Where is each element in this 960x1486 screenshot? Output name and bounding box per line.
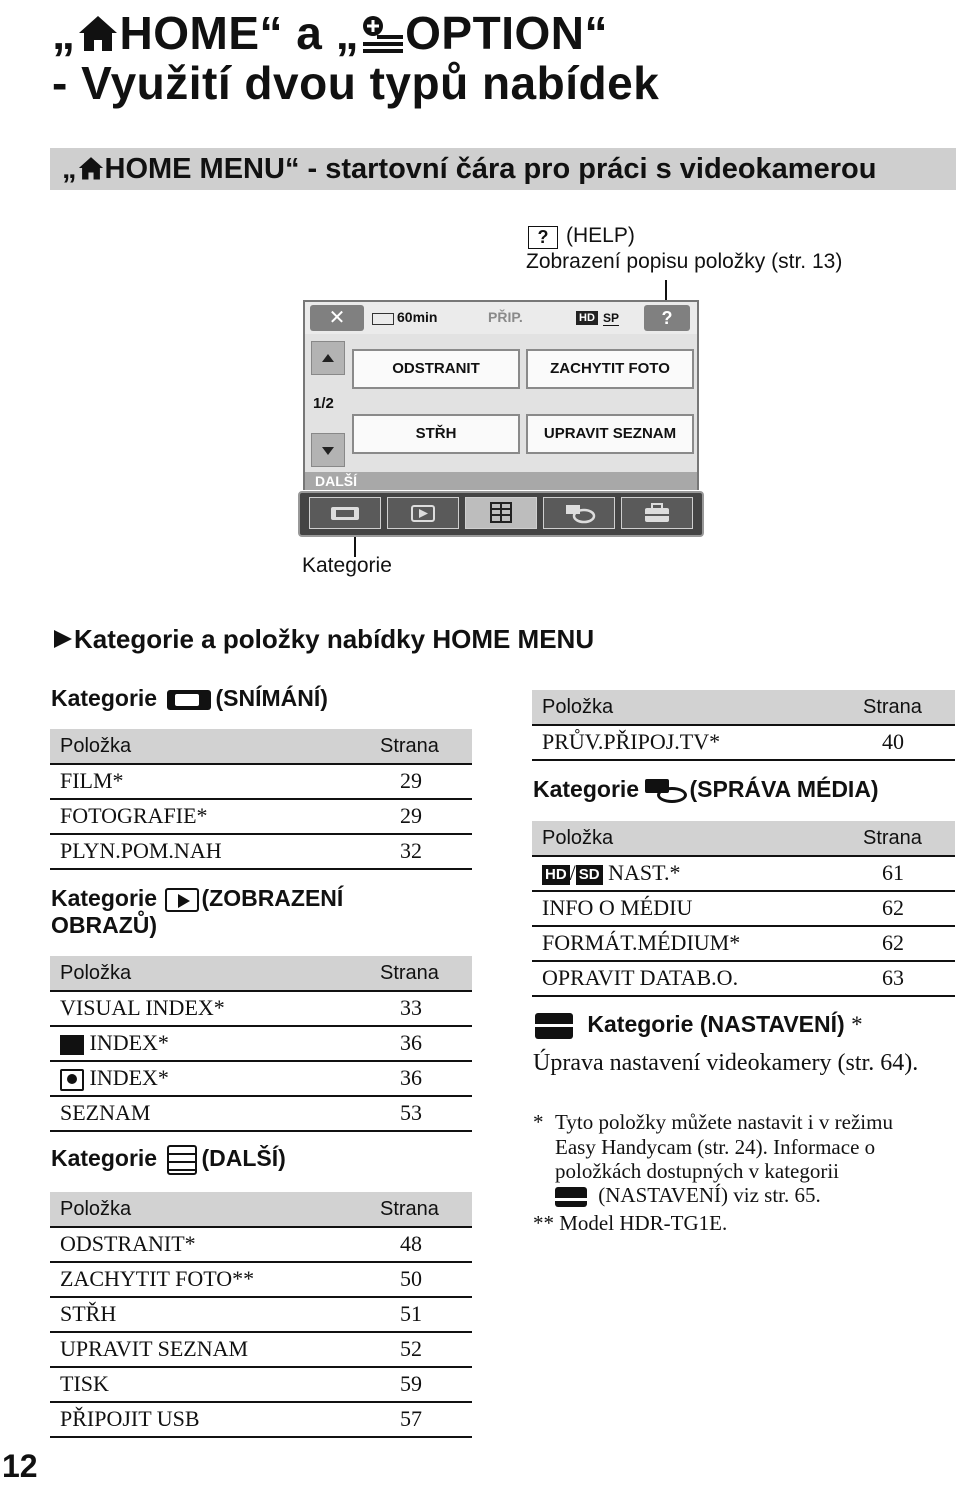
category-shooting-heading: Kategorie (SNÍMÁNÍ) xyxy=(51,685,328,711)
sp-mode-badge: SP xyxy=(603,311,620,325)
footnote-star: * xyxy=(533,1110,544,1134)
page-number: 12 xyxy=(2,1448,38,1484)
page-indicator: 1/2 xyxy=(313,395,334,412)
tab-playback[interactable] xyxy=(387,497,459,529)
toolbox-icon xyxy=(555,1187,587,1207)
sd-icon: SD xyxy=(576,865,603,885)
table-row: FOTOGRAFIE* 29 xyxy=(50,799,472,835)
face-icon xyxy=(60,1069,84,1091)
toolbox-icon xyxy=(622,498,692,528)
camera-icon xyxy=(310,498,380,528)
media-icon xyxy=(645,777,689,805)
table-row: PLYN.POM.NAH 32 xyxy=(50,834,472,870)
category-playback-heading: Kategorie (ZOBRAZENÍ OBRAZŮ) xyxy=(51,885,344,938)
capture-photo-menu-button[interactable]: ZACHYTIT FOTO xyxy=(526,349,694,389)
footnote-1-line-4: (NASTAVENÍ) viz str. 65. xyxy=(555,1183,821,1207)
media-icon xyxy=(544,498,614,528)
list-icon xyxy=(466,498,536,528)
table-row: INDEX* 36 xyxy=(50,1026,472,1062)
table-header: Položka Strana xyxy=(50,1192,472,1228)
settings-description: Úprava nastavení videokamery (str. 64). xyxy=(533,1050,919,1076)
triangle-down-icon xyxy=(312,434,344,466)
category-settings-heading: Kategorie (NASTAVENÍ) * xyxy=(535,1011,863,1039)
toolbox-icon xyxy=(535,1013,573,1039)
home-menu-band-text: „ HOME MENU“ - startovní čára pro práci s videokamerou xyxy=(62,153,877,185)
footnote-1-line-3: položkách dostupných v kategorii xyxy=(555,1159,840,1183)
table-header: Položka Strana xyxy=(50,729,472,765)
camera-icon xyxy=(167,690,211,710)
category-other-heading: Kategorie (DALŠÍ) xyxy=(51,1145,286,1175)
cut-menu-button[interactable]: STŘH xyxy=(352,414,520,454)
table-row: OPRAVIT DATAB.O. 63 xyxy=(532,961,955,997)
title-home: HOME“ a „ xyxy=(119,7,360,59)
table-header: Položka Strana xyxy=(532,821,955,857)
category-callout-label: Kategorie xyxy=(302,554,392,577)
tab-shooting[interactable] xyxy=(309,497,381,529)
category-name-bar: DALŠÍ xyxy=(305,472,697,490)
ready-status: PŘIP. xyxy=(488,309,523,325)
table-row: INFO O MÉDIU 62 xyxy=(532,891,955,927)
title-option: OPTION“ xyxy=(405,7,608,59)
title-subtitle: - Využití dvou typů nabídek xyxy=(52,57,660,109)
home-icon xyxy=(76,13,120,53)
tab-media-manage[interactable] xyxy=(543,497,615,529)
list-icon xyxy=(167,1145,197,1175)
table-header: Položka Strana xyxy=(50,956,472,992)
table-row: UPRAVIT SEZNAM 52 xyxy=(50,1332,472,1368)
table-row: STŘH 51 xyxy=(50,1297,472,1333)
footnote-2: ** Model HDR-TG1E. xyxy=(533,1211,728,1235)
table-row: PŘIPOJIT USB 57 xyxy=(50,1402,472,1438)
help-button[interactable]: ? xyxy=(644,305,690,331)
footnote-1-line-2: Easy Handycam (str. 24). Informace o xyxy=(555,1135,876,1159)
option-icon xyxy=(359,13,405,53)
edit-list-menu-button[interactable]: UPRAVIT SEZNAM xyxy=(526,414,694,454)
table-row: SEZNAM 53 xyxy=(50,1096,472,1132)
hd-quality-badge: HD xyxy=(576,311,598,325)
tab-settings[interactable] xyxy=(621,497,693,529)
table-row: FILM* 29 xyxy=(50,764,472,800)
table-row: ODSTRANIT* 48 xyxy=(50,1227,472,1263)
page-title xyxy=(52,8,659,108)
table-row: VISUAL INDEX* 33 xyxy=(50,991,472,1027)
table-row: ZACHYTIT FOTO** 50 xyxy=(50,1262,472,1298)
help-description: Zobrazení popisu položky (str. 13) xyxy=(526,250,843,273)
home-icon xyxy=(77,155,105,181)
table-row: HD / SD NAST.* 61 xyxy=(532,856,955,892)
film-roll-icon xyxy=(60,1035,84,1055)
triangle-right-icon xyxy=(52,628,74,650)
table-row: FORMÁT.MÉDIUM* 62 xyxy=(532,926,955,962)
tab-other[interactable] xyxy=(465,497,537,529)
hd-icon: HD xyxy=(542,865,570,885)
help-label: (HELP) xyxy=(566,224,635,247)
table-row: TISK 59 xyxy=(50,1367,472,1403)
play-icon xyxy=(165,888,199,912)
scroll-up-button[interactable] xyxy=(311,341,345,375)
category-media-heading: Kategorie (SPRÁVA MÉDIA) xyxy=(533,776,879,805)
help-icon: ? xyxy=(528,226,558,249)
scroll-down-button[interactable] xyxy=(311,433,345,467)
battery-remaining: 60min xyxy=(397,309,438,325)
table-row: INDEX* 36 xyxy=(50,1061,472,1097)
triangle-up-icon xyxy=(312,342,344,374)
table-row: PRŮV.PŘIPOJ.TV* 40 xyxy=(532,725,955,761)
delete-menu-button[interactable]: ODSTRANIT xyxy=(352,349,520,389)
close-button[interactable]: ✕ xyxy=(310,305,364,331)
battery-icon xyxy=(372,313,394,325)
play-icon xyxy=(388,498,458,528)
section-heading: Kategorie a položky nabídky HOME MENU xyxy=(52,624,594,655)
title-quote: „ xyxy=(52,7,76,59)
table-header: Položka Strana xyxy=(532,690,955,726)
footnote-1-line-1: Tyto položky můžete nastavit i v režimu xyxy=(555,1110,893,1134)
